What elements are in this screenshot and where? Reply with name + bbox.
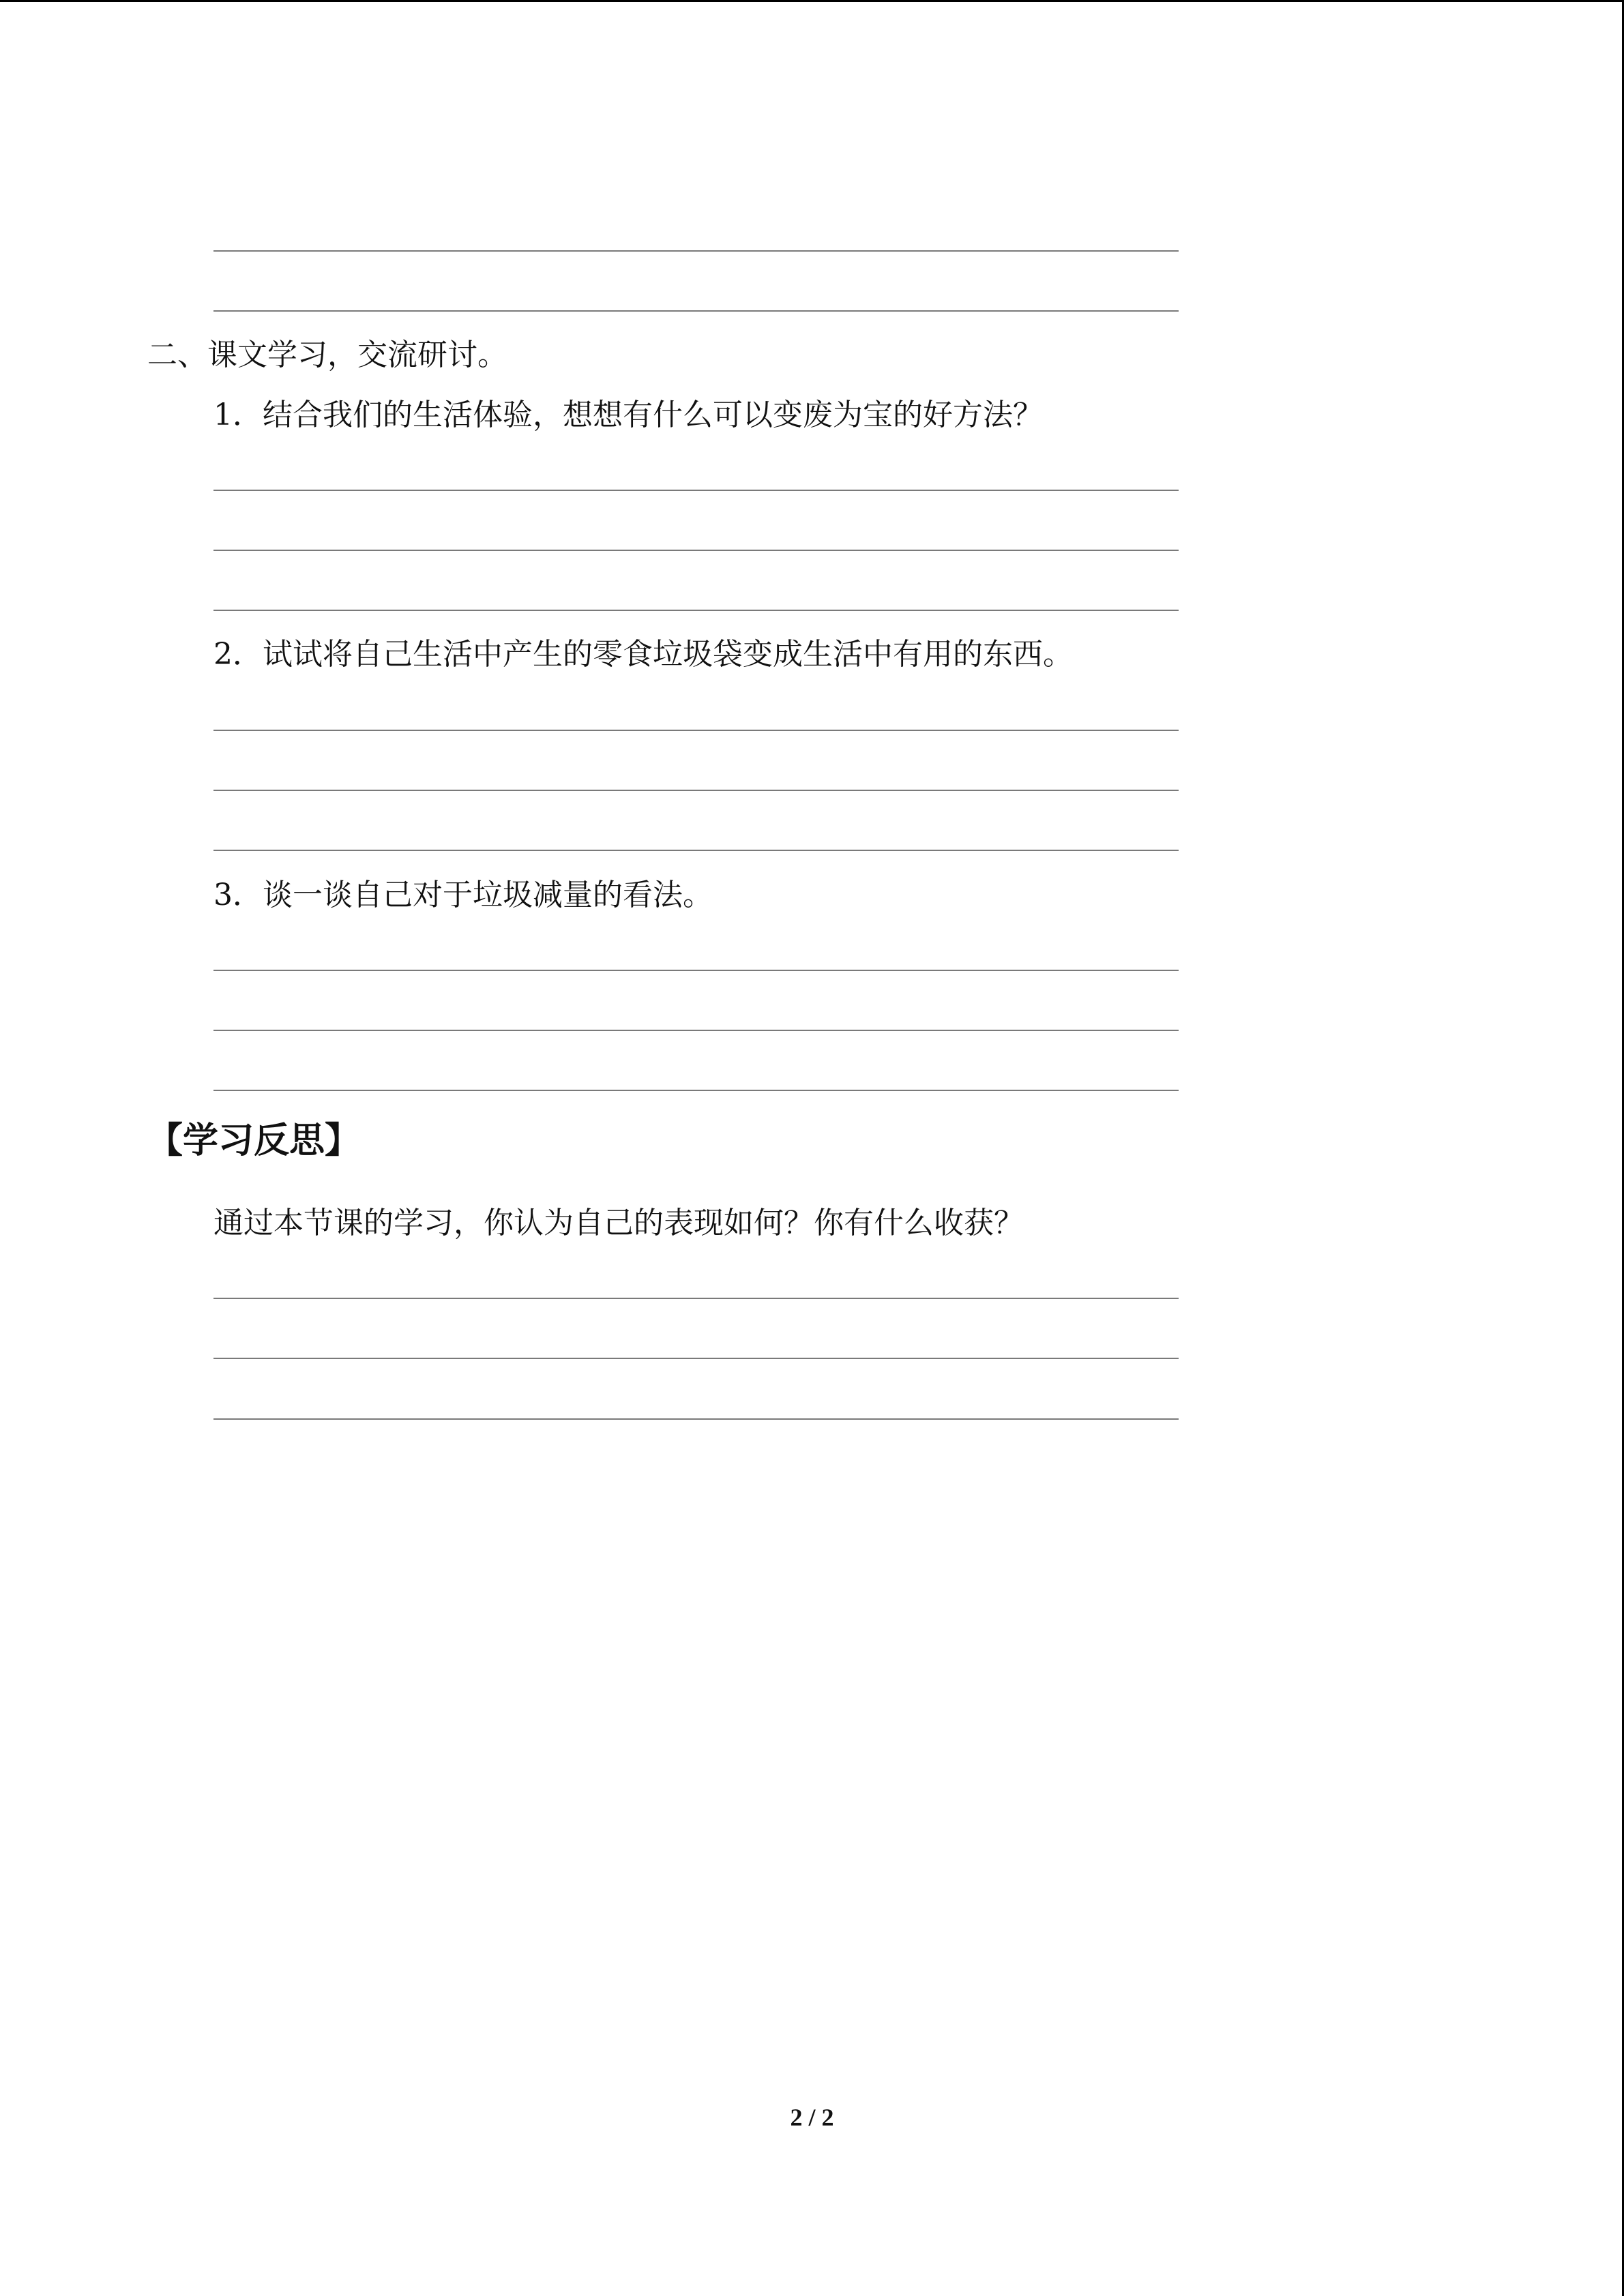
question-3: 3．谈一谈自己对于垃圾减量的看法。	[213, 878, 713, 912]
answer-line	[213, 790, 1179, 791]
page-number: 2 / 2	[790, 2104, 834, 2131]
reflection-prompt: 通过本节课的学习，你认为自己的表现如何？你有什么收获？	[213, 1206, 1024, 1240]
answer-line	[213, 1358, 1179, 1359]
reflection-heading: 【学习反思】	[147, 1120, 361, 1161]
answer-line	[213, 610, 1179, 611]
answer-line	[213, 1090, 1179, 1091]
answer-line	[213, 250, 1179, 252]
answer-line	[213, 1030, 1179, 1031]
answer-line	[213, 490, 1179, 491]
answer-line	[213, 970, 1179, 971]
page-border-top	[0, 0, 1624, 2]
question-2: 2．试试将自己生活中产生的零食垃圾袋变成生活中有用的东西。	[213, 637, 1073, 672]
answer-line	[213, 550, 1179, 551]
answer-line	[213, 1298, 1179, 1299]
answer-line	[213, 730, 1179, 731]
question-1: 1．结合我们的生活体验，想想有什么可以变废为宝的好方法？	[213, 398, 1043, 432]
answer-line	[213, 850, 1179, 851]
section-two-title: 二、课文学习，交流研讨。	[147, 338, 507, 372]
answer-line	[213, 310, 1179, 312]
answer-line	[213, 1418, 1179, 1420]
